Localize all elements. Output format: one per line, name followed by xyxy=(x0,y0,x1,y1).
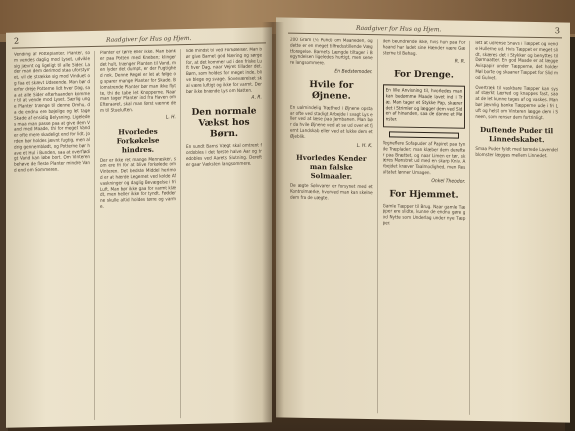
text-columns xyxy=(290,38,562,417)
signature: L. H. xyxy=(165,113,176,121)
article-heading: Hvorledes Forkøkelse hindres. xyxy=(116,126,160,154)
column-1 xyxy=(290,38,378,414)
left-page xyxy=(6,27,272,428)
signature: A. R. xyxy=(251,94,262,102)
article-heading: Hvorledes Kender man falske Solmaaler. xyxy=(296,153,367,182)
column-1 xyxy=(14,51,95,422)
column-text: En ualmindelig Træthed i Øjnene opstaar ofte ved stadigt Arbejde i svagt Lys eller ved at læse paa Jernbanen. Man bør da hvile Øjnene ved at se ud over et fjernt Landskab eller ved at lukke dem et Øjeblik. xyxy=(290,105,373,140)
column-text: Smaa Puder fyldt med tørrede Lavendelblomster lægges mellem Linnedet. xyxy=(475,147,559,160)
decorative-bar xyxy=(389,131,460,138)
signature: R. R. xyxy=(454,58,466,66)
article-heading: Hvile for Øjnene. xyxy=(309,79,354,102)
signature: Onkel Theodor. xyxy=(431,177,466,185)
column-text: Vending af Potteplanter. Planter, som vendes daglig mod Lyset, udvikle sig jævnt og ligeligt til alle Sider. Lader man dem derimod staa uforstyrret, vil de strække sig mod Vinduet og faa et skævt Udseende. Man bør derfor dreje Potterne lidt hver Dag, saa at alle Sider efterhaanden kommer til at vende mod Lyset. Særlig unge Planter trænge til denne Omhu, da de endnu ere bøjelige og let tage Skade af ensidig Belysning. Ligeledes maa man passe paa at give dem Vand med Maade, thi for meget Vand er ofte mere skadeligt end for lidt. Jorden bør holdes jævnt fugtig, men aldrig gennemblødt, og Potterne bør have et Hul i Bunden, saa at overflødigt Vand kan løbe bort. Om Vinteren behøve de fleste Planter mindre Vand end om Sommeren. xyxy=(14,51,90,174)
column-2 xyxy=(100,49,181,420)
column-text: Der er ikke ret mange Mennesker, som ere fri for at blive forkølede om Vinteren. Det bedste Middel herimod er at hærde Legemet ved kolde Afvaskninger og daglig Bevægelse i fri Luft. Man bør ikke gaa for varmt klædt, men heller ikke for tyndt. Fødderne skulle altid holdes tørre og varme. xyxy=(100,156,176,210)
column-text: lide mindst til ved Forkølelser. Man bør give Barnet god Næring og sørge for, at det kommer ud i den friske Luft hver Dag, naar Vejret tillader det. Børn, som holdes for meget inde, blive blege og svage. Soveværelset skal være luftigt og ikke for varmt. Der bør ikke brænde Lys om Natten. xyxy=(186,47,262,95)
column-2 xyxy=(383,39,471,415)
column-3 xyxy=(475,41,562,417)
column-text: Tegneflere Sofapuder af Papiret paa tynde Træplader; man klæber dem derefter paa Brættet, og naar Limen er tør, skæres Mønstret ud med en skarp Kniv. Arbejdet kræver Taalmodighed, men Resultatet lønner Umagen. xyxy=(382,141,466,177)
column-text: En lille Anvisning til, hvorledes man kan bedømme Maade lavet ind i Træ. Man tager et Stykke Pap, skærer det i Strimler og lægger dem ved Siden af hinanden, saa de danne et Mønster. xyxy=(385,88,463,123)
article-heading: Den normale Vækst hos Børn. xyxy=(191,106,257,140)
column-text: Planter er tørre eller ikke. Man banker paa Potten med Kneben; klinger det hult, trænger Planten til Vand, men lyder det dumpt, er der Fugtighed nok. Denne Regel er let at følge og sparer mange Planter for Skade. Blomstrende Planter bør man ikke flytte, thi de tabe let Knopperne. Naar man tager Planter ind fra Haven om Efteraaret, skal man først vænne dem til Stueluften. xyxy=(100,49,176,114)
column-text: lett at udrense Snavs i Tæppet og vende Hullerne ud. Hvis Tæppet er meget slidt, skæres det i Stykker og benyttes til Dørmaatter. En god Maade er at lægge Avispapir under Tæpperne, det holder Møl borte og skaaner Tæppet for Slid mod Gulvet. xyxy=(475,40,559,82)
article-heading: Duftende Puder til Linnedskabet. xyxy=(480,125,554,145)
column-text: De ægte Sølvvarer er forsynet med et Kontrolmærke, hvorved man kan skelne dem fra de uægte. xyxy=(290,184,373,202)
column-text: 200 Gram (½ Pund) om Maaneden, og dette er en meget tilfredsstillende Vægtforøgelse. Barnets Længde tiltager i Begyndelsen ligeledes hurtigt, men senere langsommere. xyxy=(290,37,373,67)
column-3 xyxy=(186,47,266,418)
signature: L. H. K. xyxy=(356,142,373,149)
column-text: Overtræk til vaskbare Tæpper kan sys af stærkt Lærred og knappes fast, saa at de let kunne tages af og vaskes. Man bør jævnlig banke Tæpperne ude i fri Luft og helst om Vinteren lægge dem i Sneen, som renser dem fortrinligt. xyxy=(475,85,559,121)
article-heading: For Hjemmet. xyxy=(389,188,459,201)
column-text: Gamle Tæpper til Brug. Naar gamle Tæpper ere slidte, kunne de endnu gøre god Nytte som Underlag under nye Tæpper. xyxy=(382,203,466,227)
page-number: 2 xyxy=(14,36,20,46)
book-gutter xyxy=(262,22,284,431)
running-head: Raadgiver for Hus og Hjem. xyxy=(106,34,192,44)
article-heading: For Drenge. xyxy=(394,69,454,81)
page-number: 3 xyxy=(554,26,560,36)
signature: En Bedstemoder. xyxy=(334,68,373,76)
open-book xyxy=(0,12,575,431)
framed-notice xyxy=(383,84,466,128)
column-text: En sundt Barns Vægt skal omtrent fordobles i det første halve Aar og tredobles ved Aarets Slutning. Derefter gaar Væksten langsommere. xyxy=(186,143,262,168)
right-page xyxy=(276,17,570,422)
running-head: Raadgiver for Hus og Hjem. xyxy=(356,24,442,34)
text-columns xyxy=(14,47,266,421)
signature xyxy=(475,83,558,84)
column-text: den beundrende ikke, hvis hun paa Forhaand har ladet sine Hænder være Gæsterne til Behag. xyxy=(382,39,466,57)
